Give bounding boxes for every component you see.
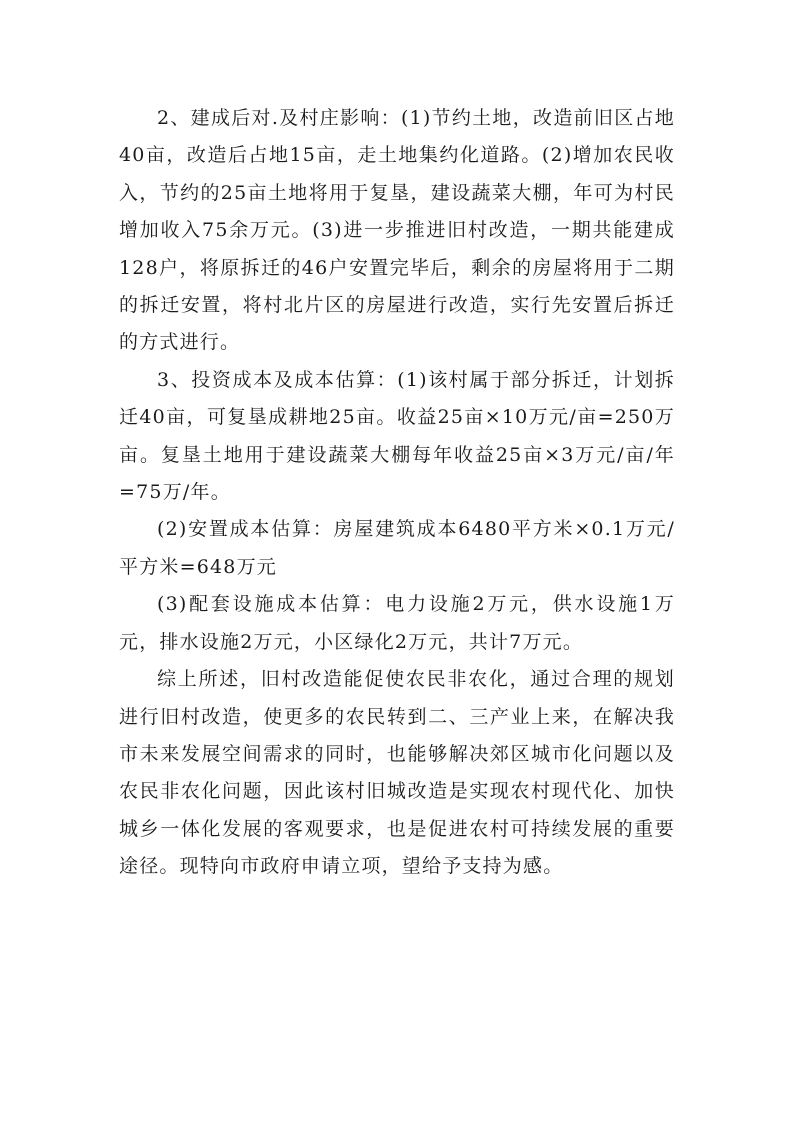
- paragraph-impact: 2、建成后对.及村庄影响：(1)节约土地，改造前旧区占地40亩，改造后占地15亩，走土地集约化道路。(2)增加农民收入，节约的25亩土地将用于复垦，建设蔬菜大棚，年可为村民增加收入75余万元。(3)进一步推进旧村改造，一期共能建成128户，将原拆迁的46户安置完毕后，剩余的房屋将用于二期的拆迁安置，将村北片区的房屋进行改造，实行先安置后拆迁的方式进行。: [119, 107, 675, 354]
- paragraph-investment-cost: 3、投资成本及成本估算：(1)该村属于部分拆迁，计划拆迁40亩，可复垦成耕地25亩。收益25亩×10万元/亩=250万亩。复垦土地用于建设蔬菜大棚每年收益25亩×3万元/亩/年=75万/年。: [119, 368, 675, 504]
- paragraph-facility-cost: (3)配套设施成本估算：电力设施2万元，供水设施1万元，排水设施2万元，小区绿化2万元，共计7万元。: [119, 593, 675, 653]
- paragraph-resettlement-cost: (2)安置成本估算：房屋建筑成本6480平方米×0.1万元/平方米=648万元: [119, 518, 675, 578]
- document-body: [119, 100, 675, 886]
- paragraph-conclusion: 综上所述，旧村改造能促使农民非农化，通过合理的规划进行旧村改造，使更多的农民转到二、三产业上来，在解决我市未来发展空间需求的同时，也能够解决郊区城市化问题以及农民非农化问题，因此该村旧城改造是实现农村现代化、加快城乡一体化发展的客观要求，也是促进农村可持续发展的重要途径。现特向市政府申请立项，望给予支持为感。: [119, 668, 675, 878]
